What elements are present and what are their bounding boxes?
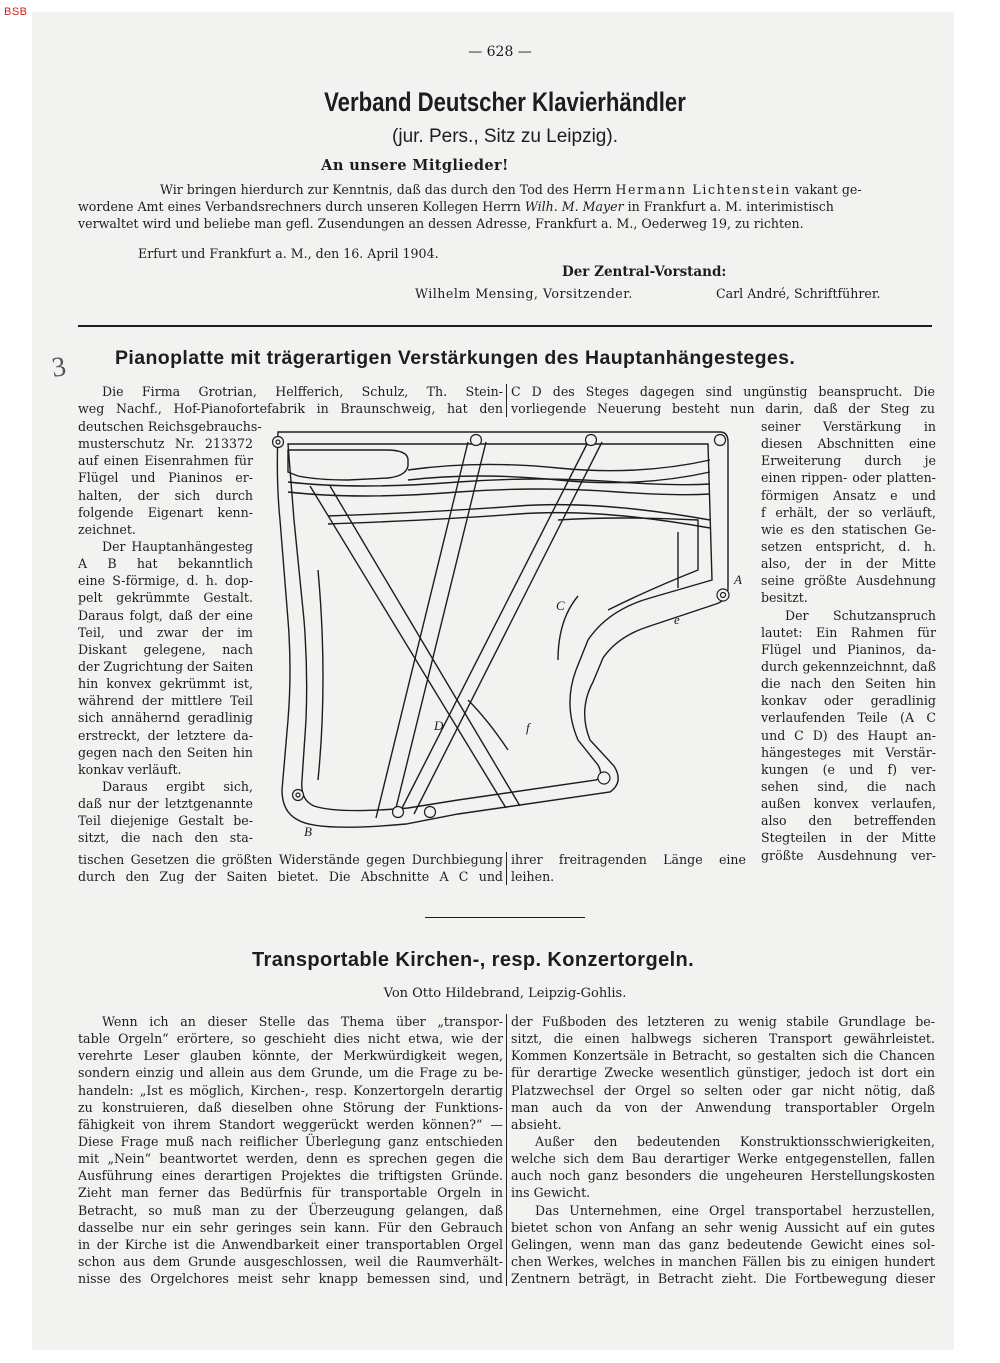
text-line: erstreckt, der letztere da- [78, 727, 253, 743]
text-line: Diskant gelegene, nach [78, 641, 253, 657]
text-line: Der Schutzanspruch [785, 607, 936, 623]
text-line: Flügel und Pianinos, da- [761, 641, 936, 657]
text-line: sondern einzig und allein aus dem Grunde, um die Frage zu be- [78, 1065, 503, 1081]
mounting-hole [715, 435, 726, 446]
article2-left-column [78, 1013, 503, 1287]
text-line: hängesteges mit Verstär- [761, 744, 936, 760]
text-line: Daraus ergibt sich, [102, 778, 253, 794]
text-line: sitzt, die nach den sta- [78, 830, 253, 846]
text-line: Daraus folgt, daß der eine [78, 607, 253, 623]
text-line: welche sich dem Bau derartiger Werke entgegenstellen, fallen [511, 1151, 935, 1167]
text-line: Außer den bedeutenden Konstruktionsschwierigkeiten, [535, 1133, 935, 1149]
article1-right-column [761, 418, 936, 864]
text-line: nisse des Orgelchores meist sehr knapp bemessen sind, und [78, 1271, 503, 1287]
figure-label-c: C [556, 598, 565, 613]
piano-frame-figure [258, 420, 756, 860]
section-divider [78, 325, 932, 327]
text-line: daß nur der letztgenannte [78, 796, 253, 812]
text-line: konkav oder geradlinig [761, 693, 936, 709]
mounting-hole [296, 793, 300, 797]
mounting-hole [393, 807, 404, 818]
column-rule [506, 1014, 507, 1286]
text-line: Flügel und Pianinos er- [78, 470, 253, 486]
notice-signatory-1: Wilhelm Mensing, Vorsitzender. [415, 286, 633, 301]
reinforcement-f [468, 700, 508, 750]
mounting-hole [471, 435, 482, 446]
text-line: zeichnet. [78, 521, 136, 537]
text-line: der Zugrichtung der Saiten [78, 658, 254, 674]
text-line: Ausführung eines derartigen Projektes die triftigsten Gründe. [78, 1168, 503, 1184]
article1-top-left [78, 383, 503, 417]
text-line: leihen. [511, 869, 555, 885]
brace-right-diagonal-1 [376, 442, 468, 818]
text-line: der Fußboden des letzteren zu wenig stabile Grundlage be- [511, 1014, 935, 1029]
text-line: Betracht, so muß man zu der Überzeugung gelangen, daß [78, 1202, 503, 1218]
text-line: konkav verläuft. [78, 761, 182, 777]
text-line: verehrte Leser glauben könnte, der Merkwürdigkeit wegen, [78, 1048, 503, 1064]
text-line: Stegteilen in der Mitte [761, 830, 936, 846]
mounting-hole [425, 807, 436, 818]
text-line: C D des Steges dagegen sind ungünstig beansprucht. Die [511, 384, 935, 399]
text-line: seiner Verstärkung in [761, 419, 936, 434]
pressure-bar-top [288, 450, 408, 480]
text-line: Die Firma Grotrian, Helfferich, Schulz, Th. Stein- [102, 384, 503, 399]
cross-strut [558, 518, 698, 610]
text-line: musterschutz Nr. 213372 [78, 436, 253, 452]
notice-greeting: An unsere Mitglieder! [321, 157, 509, 174]
text-line: hin konvex gekrümmt ist, [78, 676, 253, 692]
notice-signatory-2: Carl André, Schriftführer. [716, 286, 881, 301]
article2-byline: Von Otto Hildebrand, Leipzig-Gohlis. [383, 986, 627, 1001]
stringing-band-upper [408, 460, 710, 471]
article2-title: Transportable Kirchen-, resp. Konzertorgeln. [252, 949, 695, 971]
mounting-hole [721, 593, 726, 598]
text-line: Teil diejenige Gestalt be- [78, 813, 253, 829]
mounting-hole [276, 440, 280, 444]
frame-inner-top [288, 444, 712, 811]
text-line: Zentnern beträgt, in Betracht zieht. Die Fortbewegung dieser [511, 1271, 935, 1287]
text-line: Wenn ich an dieser Stelle das Thema über „transpor- [102, 1014, 503, 1029]
notice-place-date: Erfurt und Frankfurt a. M., den 16. April 1904. [138, 246, 439, 261]
text-line: deutschen Reichsgebrauchs- [78, 419, 262, 434]
article2-right-column [511, 1013, 935, 1287]
notice-title: Verband Deutscher Klavierhändler [324, 87, 686, 117]
text-line: zu konstruieren, daß dieselben ohne Störung der Funktions- [78, 1099, 503, 1115]
notice-line-3: verwaltet wird und beliebe man gefl. Zusendungen an dessen Adresse, Frankfurt a. M., Oederweg 19, zu richten. [78, 216, 804, 231]
notice-line-1: Wir bringen hierdurch zur Kenntnis, daß das durch den Tod des Herrn Hermann Lichtenstein vakant ge- [160, 182, 862, 197]
text-line: folgende Eigenart kenn- [78, 504, 253, 520]
text-line: durch den Zug der Saiten bietet. Die Abschnitte A C und [78, 869, 503, 885]
text-line: also den betreffenden [761, 813, 936, 829]
library-mark: BSB [4, 6, 28, 18]
text-line: chen Werkes, welches in manchen Fällen bis zu einigen hundert [511, 1253, 935, 1269]
article1-bottom-left [78, 851, 503, 885]
figure-label-e: e [674, 612, 680, 627]
text-line: besitzt. [761, 590, 808, 606]
text-line: Der Hauptanhängesteg [102, 538, 253, 554]
notice-subtitle: (jur. Pers., Sitz zu Leipzig). [392, 126, 618, 147]
brace-left-diagonal-2 [330, 486, 520, 806]
text-line: diesen Abschnitten eine [761, 436, 936, 452]
hitch-pin-rail-lower [288, 489, 710, 496]
text-line: förmigen Ansatz e und [761, 487, 936, 503]
text-line: ihrer freitragenden Länge eine [511, 852, 746, 867]
text-line: Diese Frage muß nach reiflicher Überlegung ganz entschieden [78, 1133, 503, 1149]
text-line: verlaufenden Teile (A C [761, 710, 936, 726]
text-line: also, der in der Mitte [761, 556, 936, 572]
text-line: durch gekennzeichnnt, daß [761, 658, 936, 674]
text-line: pelt gekrümmte Gestalt. [78, 590, 253, 606]
article-separator [425, 917, 585, 918]
text-line: dasselbe nur ein sehr geringes sein kann. Für den Gebrauch [78, 1219, 503, 1235]
text-line: kungen (e und f) ver- [761, 761, 936, 777]
column-rule [506, 852, 507, 885]
text-line: lautet: Ein Rahmen für [761, 624, 936, 640]
figure-label-f: f [526, 720, 530, 735]
text-line: Erweiterung durch je [761, 453, 936, 469]
text-line: Gelingen, wenn man das ganz bedeutende Gewicht eines sol- [511, 1236, 935, 1252]
bridge-s-curve-inner [328, 513, 710, 528]
text-line: handeln: „Ist es möglich, Kirchen-, resp. Konzertorgeln derartig [78, 1082, 503, 1098]
figure-label-b: B [304, 824, 312, 839]
text-line: und C D) des Haupt an- [761, 727, 936, 743]
text-line: Zieht man ferner das Bedürfnis für transportable Orgeln in [78, 1185, 503, 1201]
text-line: Kommen Konzertsäle in Betracht, so gestalten sich die Chancen [511, 1048, 935, 1064]
article1-title: Pianoplatte mit trägerartigen Verstärkungen des Hauptanhängesteges. [115, 347, 796, 369]
article1-bottom-mid [511, 851, 746, 885]
text-line: sich annähernd geradlinig [78, 710, 253, 726]
margin-note: 3 [49, 351, 69, 384]
text-line: setzen entspricht, d. h. [761, 538, 936, 554]
text-line: größte Ausdehnung ver- [761, 847, 936, 863]
text-line: für derartige Zwecke wesentlich günstiger, jedoch ist dort ein [511, 1065, 935, 1081]
text-line: gegen nach den Seiten hin [78, 744, 253, 760]
text-line: Teil, und zwar der im [78, 624, 253, 640]
text-line: seine größte Ausdehnung [761, 573, 936, 589]
mounting-hole [598, 772, 610, 784]
text-line: man auch da von der Anwendung transportabler Orgeln [511, 1099, 935, 1115]
text-line: schon aus dem Grunde ausgeschlossen, weil die Raumverhält- [78, 1253, 503, 1269]
column-rule [506, 384, 507, 417]
text-line: eine S-förmige, d. h. dop- [78, 573, 253, 589]
page-number: — 628 — [468, 44, 532, 60]
brace-center-diagonal-2 [414, 442, 602, 814]
figure-label-d: D [434, 718, 444, 733]
text-line: außen konvex verlaufen, [761, 796, 936, 812]
article1-left-column [78, 418, 262, 847]
text-line: ins Gewicht. [511, 1185, 591, 1201]
text-line: f erhält, der so verläuft, [761, 504, 936, 520]
text-line: sitzt, die einen halbwegs sicheren Transport gewährleistet. [511, 1031, 935, 1047]
text-line: sehen sind, die nach [761, 778, 936, 794]
text-line: halten, der sich durch [78, 487, 253, 503]
text-line: in der Kirche ist die Anwendbarkeit einer transportablen Orgel [78, 1236, 503, 1252]
notice-line-2: wordene Amt eines Verbandsrechners durch unseren Kollegen Herrn Wilh. M. Mayer in Frankfurt a. M. interimistisch [78, 199, 834, 214]
text-line: Das Unternehmen, eine Orgel transportabel herzustellen, [535, 1202, 935, 1218]
text-line: table Orgeln“ erörtere, so geschieht dies nicht etwa, wie der [78, 1031, 503, 1047]
text-line: auch noch ganz besonders die ungeheuren Herstellungskosten [511, 1168, 935, 1184]
mounting-hole [586, 435, 597, 446]
stringing-band-lower [408, 472, 710, 483]
brace-right-diagonal-2 [394, 442, 486, 816]
text-line: fähigkeit von ihrem Standort weggerückt werden können?“ — [78, 1116, 503, 1132]
text-line: vorliegende Neuerung besteht nun darin, daß der Steg zu [511, 401, 935, 417]
text-line: weg Nachf., Hof-Pianofortefabrik in Braunschweig, hat den [78, 401, 503, 417]
article1-top-right [511, 383, 935, 417]
text-line: tischen Gesetzen die größten Widerstände gegen Durchbiegung [78, 852, 503, 867]
text-line: bietet schon von Anfang an sehr wenig Aussicht auf ein gutes [511, 1219, 935, 1235]
text-line: einen rippen- oder platten- [761, 470, 936, 486]
bridge-lower-strut [318, 570, 323, 780]
text-line: die nach den Seiten hin [761, 676, 936, 692]
frame-outline [277, 432, 728, 827]
text-line: mit „Nein“ beantwortet werden, denn es sprechen gegen die [78, 1151, 503, 1167]
text-line: absieht. [511, 1116, 562, 1132]
figure-label-a: A [734, 572, 742, 587]
text-line: A B hat bekanntlich [78, 556, 253, 572]
text-line: auf einen Eisenrahmen für [78, 453, 253, 469]
text-line: wie es den statischen Ge- [761, 521, 936, 537]
notice-board-label: Der Zentral-Vorstand: [562, 264, 727, 280]
text-line: während der mittlere Teil [78, 693, 253, 709]
text-line: Platzwechsel der Orgel so selten oder gar nicht nötig, daß [511, 1082, 935, 1098]
